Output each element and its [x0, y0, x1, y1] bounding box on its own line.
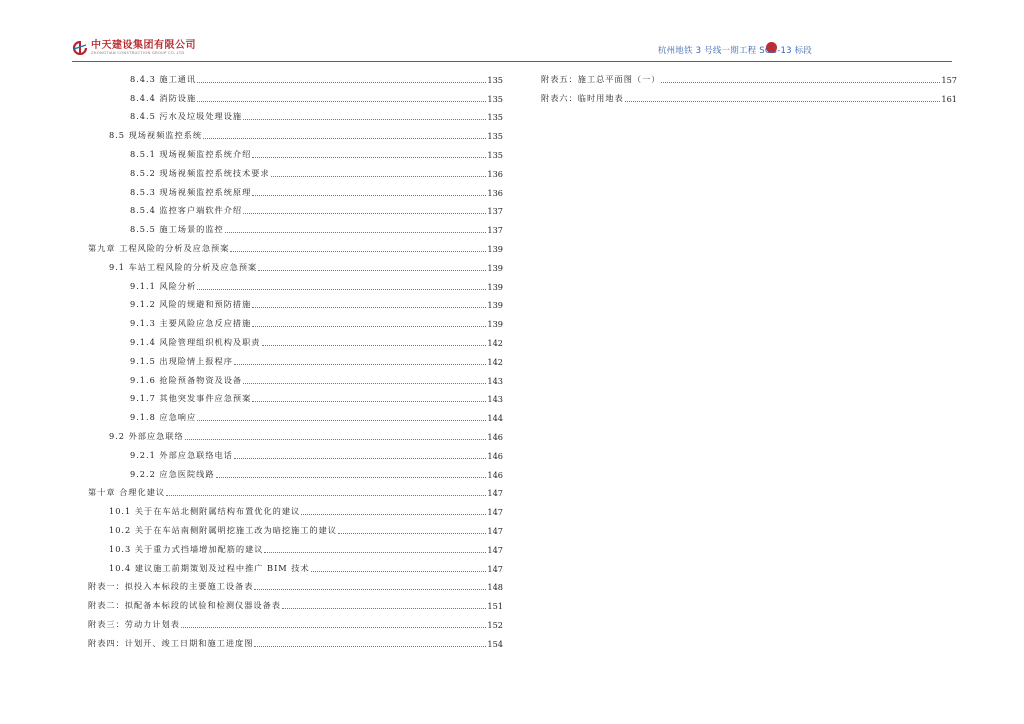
toc-entry[interactable] [88, 348, 503, 367]
toc-entry-page: 139 [487, 243, 503, 254]
toc-entry-title: 附表一：拟投入本标段的主要施工设备表 [88, 581, 254, 592]
toc-entry[interactable] [88, 235, 503, 254]
toc-dot-leader [262, 345, 487, 346]
toc-entry[interactable] [88, 104, 503, 123]
toc-entry-page: 143 [487, 375, 503, 386]
toc-entry-title: 9.1.3 主要风险应急反应措施 [130, 318, 252, 329]
toc-entry-title: 9.2.1 外部应急联络电话 [130, 449, 233, 460]
toc-entry-title: 8.5.3 现场视频监控系统原理 [130, 186, 252, 197]
toc-entry-title: 10.2 关于在车站南侧附属明挖施工改为暗挖施工的建议 [109, 524, 337, 535]
toc-entry-title: 9.1.7 其他突发事件应急预案 [130, 393, 252, 404]
toc-dot-leader [234, 458, 486, 459]
toc-entry[interactable] [88, 179, 503, 198]
toc-entry-title: 9.1.5 出现险情上报程序 [130, 355, 233, 366]
toc-dot-leader [197, 420, 486, 421]
toc-entry-page: 137 [487, 206, 503, 217]
toc-entry-page: 135 [487, 131, 503, 142]
toc-entry-page: 147 [487, 563, 503, 574]
toc-entry[interactable] [88, 517, 503, 536]
toc-entry-page: 136 [487, 187, 503, 198]
toc-entry[interactable] [88, 273, 503, 292]
toc-entry-page: 139 [487, 281, 503, 292]
toc-dot-leader [264, 552, 486, 553]
toc-entry[interactable] [88, 611, 503, 630]
toc-entry-title: 附表六：临时用地表 [541, 92, 624, 103]
toc-dot-leader [197, 101, 486, 102]
toc-entry-page: 152 [487, 619, 503, 630]
toc-column-right [541, 66, 957, 104]
toc-entry[interactable] [88, 367, 503, 386]
toc-entry[interactable] [88, 310, 503, 329]
toc-entry[interactable] [88, 404, 503, 423]
toc-dot-leader [258, 270, 486, 271]
toc-entry-title: 9.1.6 抢险预备物资及设备 [130, 374, 243, 385]
toc-dot-leader [252, 195, 486, 196]
toc-entry-page: 135 [487, 112, 503, 123]
toc-dot-leader [243, 213, 486, 214]
toc-entry-title: 第十章 合理化建议 [88, 487, 166, 498]
toc-entry-title: 8.5.4 监控客户端软件介绍 [130, 205, 243, 216]
toc-dot-leader [185, 439, 487, 440]
toc-entry-title: 8.4.3 施工通讯 [130, 73, 197, 84]
toc-entry-title: 9.1.2 风险的规避和预防措施 [130, 299, 252, 310]
toc-entry-title: 9.2.2 应急医院线路 [130, 468, 215, 479]
toc-entry-title: 9.1.4 风险管理组织机构及职责 [130, 336, 261, 347]
toc-dot-leader [301, 514, 486, 515]
toc-entry[interactable] [88, 216, 503, 235]
toc-entry-title: 9.1.8 应急响应 [130, 412, 197, 423]
company-name: 中天建设集团有限公司 [91, 40, 196, 51]
toc-entry[interactable] [541, 66, 957, 85]
toc-entry-title: 10.3 关于重力式挡墙增加配筋的建议 [109, 543, 264, 554]
toc-entry-page: 147 [487, 525, 503, 536]
toc-dot-leader [203, 138, 486, 139]
toc-entry-page: 142 [487, 337, 503, 348]
toc-entry[interactable] [88, 329, 503, 348]
toc-entry-title: 附表四：计划开、竣工日期和施工进度图 [88, 637, 254, 648]
toc-entry[interactable] [88, 498, 503, 517]
toc-entry-page: 135 [487, 74, 503, 85]
toc-dot-leader [661, 82, 940, 83]
company-name-en: ZHONGTIAN CONSTRUCTION GROUP CO.,LTD [91, 51, 185, 55]
toc-dot-leader [252, 326, 486, 327]
toc-entry-page: 151 [487, 601, 503, 612]
toc-dot-leader [338, 533, 486, 534]
toc-entry-title: 8.5.5 施工场景的监控 [130, 224, 224, 235]
toc-entry-title: 8.5 现场视频监控系统 [109, 130, 203, 141]
toc-dot-leader [625, 101, 941, 102]
toc-entry-title: 附表五：施工总平面图（一） [541, 73, 661, 84]
toc-dot-leader [311, 571, 487, 572]
company-logo [72, 40, 196, 56]
toc-entry[interactable] [88, 292, 503, 311]
toc-dot-leader [254, 589, 486, 590]
toc-dot-leader [252, 157, 486, 158]
toc-entry-page: 135 [487, 93, 503, 104]
toc-entry-title: 8.5.2 现场视频监控系统技术要求 [130, 167, 270, 178]
toc-dot-leader [197, 82, 486, 83]
toc-entry[interactable] [88, 141, 503, 160]
toc-dot-leader [234, 364, 486, 365]
toc-entry-title: 8.5.1 现场视频监控系统介绍 [130, 148, 252, 159]
toc-entry[interactable] [88, 574, 503, 593]
toc-entry-page: 154 [487, 638, 503, 649]
toc-dot-leader [197, 289, 486, 290]
toc-entry-title: 第九章 工程风险的分析及应急预案 [88, 242, 230, 253]
toc-entry-page: 135 [487, 149, 503, 160]
toc-entry-title: 8.4.5 污水及垃圾处理设施 [130, 111, 243, 122]
toc-dot-leader [252, 401, 486, 402]
toc-dot-leader [230, 251, 486, 252]
toc-entry[interactable] [88, 160, 503, 179]
toc-entry[interactable] [88, 555, 503, 574]
toc-entry-page: 146 [487, 450, 503, 461]
toc-entry-page: 147 [487, 544, 503, 555]
toc-entry[interactable] [88, 423, 503, 442]
toc-dot-leader [166, 495, 486, 496]
toc-entry[interactable] [88, 592, 503, 611]
toc-entry-title: 附表三：劳动力计划表 [88, 618, 180, 629]
toc-dot-leader [243, 383, 486, 384]
toc-entry-title: 9.1 车站工程风险的分析及应急预案 [109, 261, 258, 272]
toc-entry[interactable] [88, 536, 503, 555]
toc-entry-title: 10.1 关于在车站北侧附属结构布置优化的建议 [109, 506, 301, 517]
toc-entry-page: 161 [941, 93, 957, 104]
toc-entry-page: 136 [487, 168, 503, 179]
toc-entry-page: 139 [487, 300, 503, 311]
toc-entry-page: 142 [487, 356, 503, 367]
toc-entry[interactable] [88, 198, 503, 217]
toc-entry[interactable] [88, 66, 503, 85]
toc-entry-page: 139 [487, 262, 503, 273]
toc-dot-leader [254, 646, 486, 647]
toc-dot-leader [282, 608, 486, 609]
header-divider [72, 61, 952, 62]
toc-dot-leader [252, 307, 486, 308]
company-logo-mark-icon [72, 40, 88, 54]
toc-entry-page: 146 [487, 469, 503, 480]
toc-dot-leader [216, 477, 487, 478]
toc-entry-page: 148 [487, 582, 503, 593]
toc-dot-leader [181, 627, 486, 628]
toc-dot-leader [225, 232, 487, 233]
toc-entry[interactable] [88, 480, 503, 499]
project-title: 杭州地铁 3 号线一期工程 SG3-13 标段 [657, 46, 812, 56]
toc-dot-leader [243, 119, 486, 120]
toc-entry-page: 147 [487, 507, 503, 518]
toc-entry-title: 9.2 外部应急联络 [109, 430, 184, 441]
toc-entry[interactable] [88, 630, 503, 649]
toc-dot-leader [271, 176, 487, 177]
toc-entry-page: 139 [487, 319, 503, 330]
toc-entry[interactable] [88, 386, 503, 405]
toc-entry-title: 8.4.4 消防设施 [130, 92, 197, 103]
toc-entry[interactable] [88, 85, 503, 104]
toc-entry-title: 10.4 建议施工前期策划及过程中推广 BIM 技术 [109, 562, 310, 573]
toc-entry-title: 附表二：拟配备本标段的试验和检测仪器设备表 [88, 600, 281, 611]
toc-entry-page: 137 [487, 225, 503, 236]
toc-entry[interactable] [541, 85, 957, 104]
toc-entry[interactable] [88, 122, 503, 141]
toc-entry-page: 146 [487, 431, 503, 442]
toc-entry[interactable] [88, 254, 503, 273]
toc-column-left [88, 66, 503, 649]
toc-entry[interactable] [88, 461, 503, 480]
toc-entry-page: 143 [487, 394, 503, 405]
toc-entry-title: 9.1.1 风险分析 [130, 280, 197, 291]
toc-entry[interactable] [88, 442, 503, 461]
toc-entry-page: 144 [487, 413, 503, 424]
page-header [72, 36, 952, 60]
toc-entry-page: 147 [487, 488, 503, 499]
toc-entry-page: 157 [941, 74, 957, 85]
